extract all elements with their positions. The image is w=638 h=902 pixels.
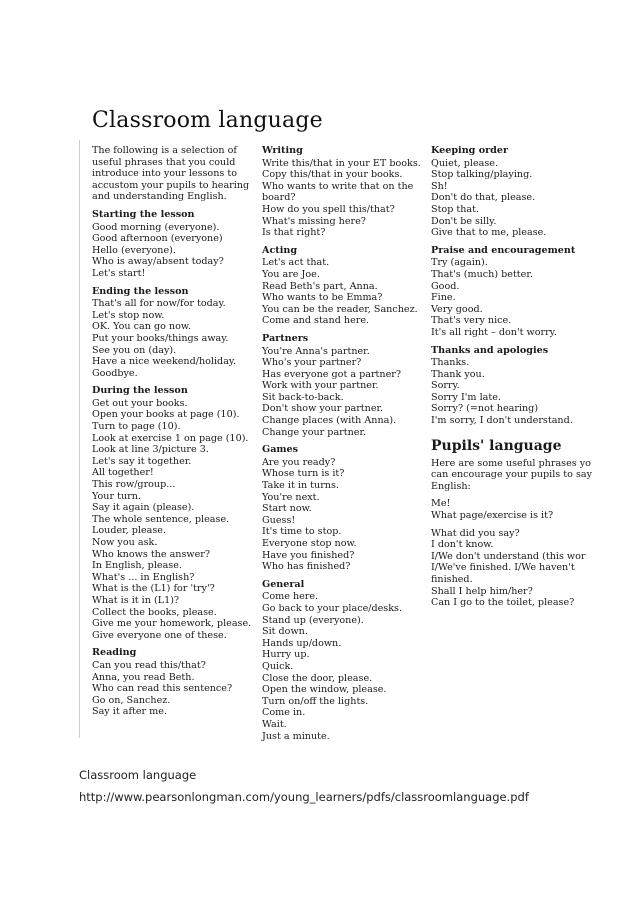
caption-url[interactable]: http://www.pearsonlongman.com/young_learners/pdfs/classroomlanguage.pdf [79,790,529,804]
section-heading-praise: Praise and encouragement [431,244,576,256]
phrase-line: That's (much) better. [431,268,533,280]
pupils-phrases-2 [431,527,586,609]
pupils-language-heading: Pupils' language [431,437,562,454]
phrase-line: English: [431,480,471,492]
phrase-line: Open your books at page (10). [92,409,240,421]
phrase-line: Don't show your partner. [262,403,384,415]
phrase-line: Stop talking/playing. [431,169,533,181]
phrase-line: Who wants to write that on the [262,180,414,192]
phrase-line: Stop that. [431,203,480,215]
phrase-line: Change places (with Anna). [262,415,397,427]
phrase-line: Very good. [431,303,483,315]
section-heading-ending: Ending the lesson [92,285,189,297]
phrase-line: Thank you. [431,368,485,380]
phrase-line: What is the (L1) for 'try'? [92,583,215,595]
phrase-line: Let's start! [92,267,146,279]
phrase-line: Hands up/down. [262,637,342,649]
phrase-line: Quiet, please. [431,157,499,169]
phrase-line: Close the door, please. [262,672,373,684]
phrase-line: Turn to page (10). [92,421,181,433]
section-heading-keeping-order: Keeping order [431,145,509,156]
phrase-line: Sorry I'm late. [431,391,501,403]
section-games-lines [262,457,422,573]
phrase-line: What's ... in English? [92,571,195,583]
phrase-line: Good morning (everyone). [92,221,220,233]
phrase-line: Let's stop now. [92,309,165,321]
phrase-line: The whole sentence, please. [92,513,230,525]
phrase-line: That's all for now/for today. [92,298,226,310]
phrase-line: Look at exercise 1 on page (10). [92,432,249,444]
phrase-line: Here are some useful phrases yo [431,457,591,469]
phrase-line: You can be the reader, Sanchez. [262,303,418,315]
phrase-line: Sorry. [431,380,460,392]
phrase-line: All together! [92,467,154,479]
phrase-line: Get out your books. [92,397,188,409]
phrase-line: Guess! [262,514,296,526]
section-heading-partners: Partners [262,332,309,344]
phrase-line: Let's say it together. [92,455,192,467]
phrase-line: Have a nice weekend/holiday. [92,356,237,368]
section-thanks-lines [431,357,571,427]
phrase-line: Who wants to be Emma? [262,292,383,304]
section-heading-writing: Writing [262,145,303,156]
phrase-line: Give everyone one of these. [92,629,227,641]
phrase-line: Whose turn is it? [262,468,345,480]
phrase-line: Sit back-to-back. [262,391,344,403]
phrase-line: Don't do that, please. [431,192,536,204]
phrase-line: Give me your homework, please. [92,618,252,630]
phrase-line: I/We've finished. I/We haven't [431,562,575,574]
phrase-line: Start now. [262,503,312,515]
phrase-line: Wait. [262,718,287,730]
section-reading-lines [92,660,252,718]
phrase-line: It's all right – don't worry. [431,326,557,338]
phrase-line: Can I go to the toilet, please? [431,597,575,609]
phrase-line: Just a minute. [262,730,330,742]
phrase-line: You're next. [262,491,320,503]
column-3 [431,145,593,609]
section-praise-lines [431,257,571,338]
section-general-lines [262,591,422,742]
phrase-line: Who's your partner? [262,357,362,369]
phrase-line: How do you spell this/that? [262,203,395,215]
phrase-line: The following is a selection of [92,145,237,156]
phrase-line: Read Beth's part, Anna. [262,280,378,292]
phrase-line: Copy this/that in your books. [262,169,403,181]
phrase-line: Everyone stop now. [262,538,357,549]
section-heading-reading: Reading [92,647,137,659]
phrase-line: Have you finished? [262,549,355,561]
phrase-line: Can you read this/that? [92,659,206,671]
phrase-line: Say it again (please). [92,502,195,514]
pupils-intro [431,457,593,493]
phrase-line: board? [262,192,296,204]
section-ending-lines [92,298,252,379]
margin-rule [79,140,80,738]
phrase-line: Who can read this sentence? [92,683,233,695]
phrase-line: Louder, please. [92,525,167,537]
section-heading-games: Games [262,444,299,456]
phrase-line: Come and stand here. [262,315,370,327]
phrase-line: What is it in (L1)? [92,594,180,606]
page-title: Classroom language [92,108,323,133]
section-writing-lines [262,158,422,239]
phrase-line: Anna, you read Beth. [92,671,195,683]
phrase-line: Collect the books, please. [92,606,217,618]
section-heading-general: General [262,578,305,590]
phrase-line: I/We don't understand (this wor [431,550,586,562]
phrase-line: Open the window, please. [262,684,387,696]
phrase-line: OK. You can go now. [92,321,191,333]
phrase-line: Now you ask. [92,537,158,548]
phrase-line: You are Joe. [262,268,320,280]
phrase-line: Fine. [431,292,456,304]
phrase-line: Sorry? (=not hearing) [431,403,539,415]
phrase-line: Me! [431,498,451,510]
phrase-line: Hurry up. [262,649,310,661]
phrase-line: Go on, Sanchez. [92,694,171,706]
phrase-line: Give that to me, please. [431,227,547,239]
pupils-phrases-1 [431,498,571,521]
phrase-line: Who has finished? [262,561,351,573]
section-partners-lines [262,346,422,439]
phrase-line: Is that right? [262,227,326,239]
phrase-line: What page/exercise is it? [431,510,554,522]
column-2 [262,145,422,742]
section-heading-starting: Starting the lesson [92,208,195,220]
section-during-lines [92,398,252,641]
phrase-line: Are you ready? [262,456,336,468]
phrase-line: useful phrases that you could [92,156,236,168]
phrase-line: can encourage your pupils to say [431,469,593,481]
section-heading-thanks: Thanks and apologies [431,344,549,356]
phrase-line: Go back to your place/desks. [262,602,403,614]
phrase-line: You're Anna's partner. [262,345,370,357]
phrase-line: Sit down. [262,626,308,638]
column-1 [92,145,252,718]
phrase-line: I'm sorry, I don't understand. [431,415,573,427]
phrase-line: Who knows the answer? [92,548,211,560]
phrase-line: Has everyone got a partner? [262,368,402,380]
phrase-line: It's time to stop. [262,526,342,538]
phrase-line: Hello (everyone). [92,244,176,256]
phrase-line: Try (again). [431,257,488,269]
phrase-line: I don't know. [431,539,494,551]
caption-label: Classroom language [79,768,197,782]
phrase-line: finished. [431,574,473,585]
phrase-line: Look at line 3/picture 3. [92,444,209,456]
intro-paragraph [92,145,252,203]
phrase-line: Good. [431,280,460,292]
phrase-line: introduce into your lessons to [92,168,237,180]
phrase-line: Take it in turns. [262,480,339,492]
section-keeping-order-lines [431,158,571,239]
phrase-line: Don't be silly. [431,215,497,227]
phrase-line: Work with your partner. [262,380,379,392]
phrase-line: and understanding English. [92,191,227,203]
phrase-line: Say it after me. [92,706,167,718]
section-acting-lines [262,257,422,327]
phrase-line: Goodbye. [92,367,138,379]
phrase-line: This row/group... [92,479,176,491]
phrase-line: Quick. [262,660,294,672]
phrase-line: In English, please. [92,560,182,572]
phrase-line: Write this/that in your ET books. [262,157,421,169]
phrase-line: See you on (day). [92,344,177,356]
phrase-line: accustom your pupils to hearing [92,179,250,191]
phrase-line: Your turn. [92,490,141,502]
phrase-line: What did you say? [431,527,520,539]
phrase-line: Thanks. [431,357,470,369]
section-heading-acting: Acting [262,244,298,256]
section-starting-lines [92,222,252,280]
phrase-line: Let's act that. [262,257,330,269]
phrase-line: That's very nice. [431,315,512,327]
phrase-line: Good afternoon (everyone) [92,233,223,245]
phrase-line: What's missing here? [262,215,366,227]
phrase-line: Put your books/things away. [92,332,229,344]
section-heading-during: During the lesson [92,385,188,397]
phrase-line: Who is away/absent today? [92,256,224,268]
phrase-line: Turn on/off the lights. [262,695,369,707]
phrase-line: Change your partner. [262,426,367,438]
phrase-line: Sh! [431,180,448,192]
phrase-line: Stand up (everyone). [262,614,364,626]
phrase-line: Shall I help him/her? [431,585,533,597]
phrase-line: Come in. [262,707,306,719]
phrase-line: Come here. [262,591,319,603]
